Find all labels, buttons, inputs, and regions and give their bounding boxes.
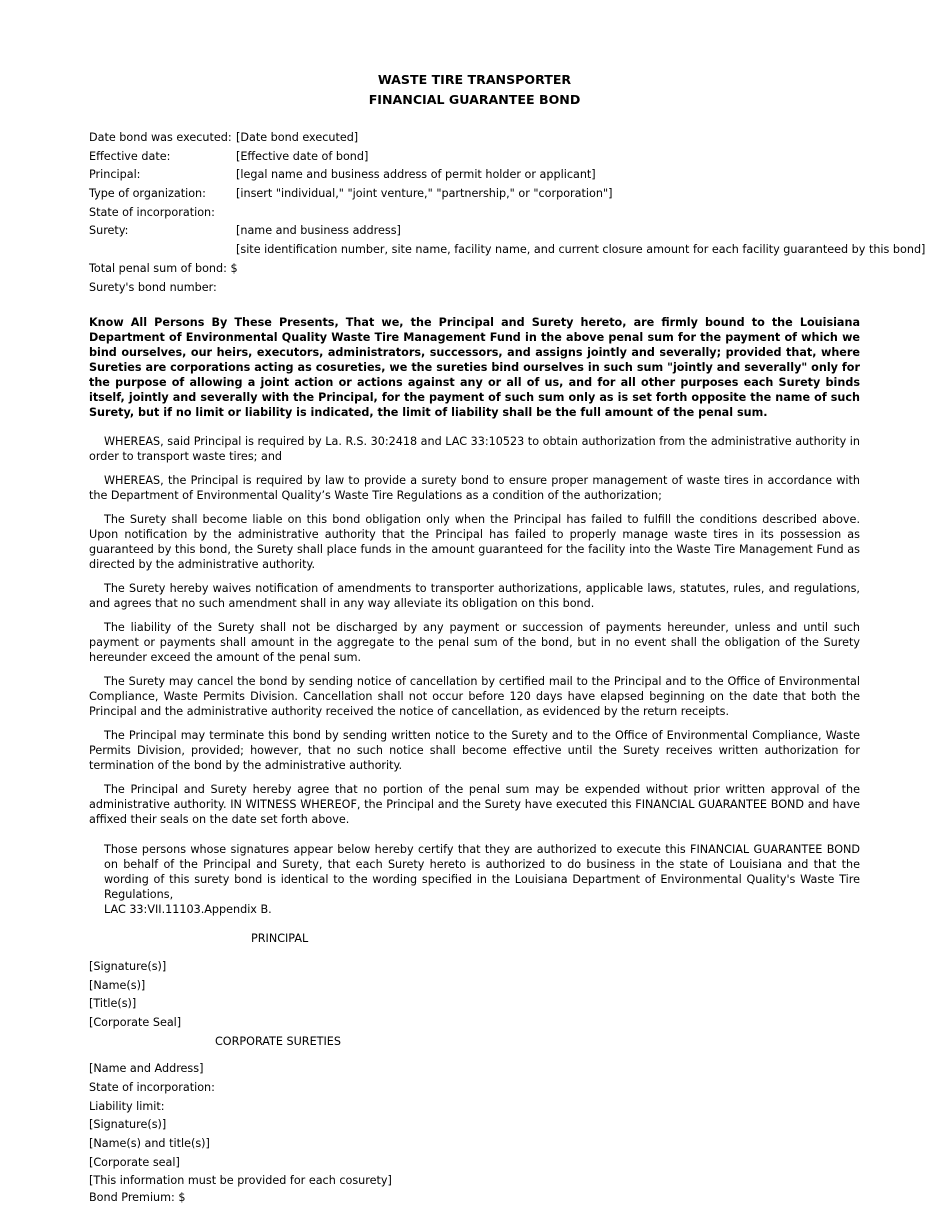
surety-liability-limit-line: Liability limit:: [89, 1099, 165, 1113]
field-organization-type: [89, 185, 860, 204]
certification-last-line: LAC 33:VII.11103.Appendix B.: [104, 903, 272, 917]
surety-state-line: State of incorporation:: [89, 1081, 215, 1094]
liability-discharge-paragraph: The liability of the Surety shall not be discharged by any payment or succession of payments hereunder, unless and until such payment or payments shall amount in the aggregate to the penal sum of the bond, but in no event shall the obligation of the Surety hereunder exceed the amount of the penal sum.: [89, 621, 860, 665]
field-label: Principal:: [89, 168, 141, 182]
field-label: Surety:: [89, 224, 129, 238]
waiver-paragraph: The Surety hereby waives notification of amendments to transporter authorizations, applicable laws, statutes, rules, and regulations, and agrees that no such amendment shall in any way alleviate its obligation on this bond.: [89, 582, 860, 611]
cancellation-paragraph: The Surety may cancel the bond by sending notice of cancellation by certified mail to the Principal and to the Office of Environmental Compliance, Waste Permits Division. Cancellation shall not occur before 120 days have elapsed beginning on the date that both the Principal and the administrative authority received the notice of cancellation, as evidenced by the return receipts.: [89, 675, 860, 719]
whereas-paragraph-2: WHEREAS, the Principal is required by law to provide a surety bond to ensure proper management of waste tires in accordance with the Department of Environmental Quality’s Waste Tire Regulations as a condition of the authorization;: [89, 474, 860, 503]
field-value: [name and business address]: [236, 224, 401, 238]
document-title: [89, 70, 860, 110]
sureties-heading: CORPORATE SURETIES: [215, 1034, 341, 1048]
surety-name-title-line: [Name(s) and title(s)]: [89, 1137, 210, 1151]
surety-name-address-line: [Name and Address]: [89, 1062, 204, 1076]
bond-fields: [89, 129, 926, 297]
field-value: [221, 279, 860, 298]
title-line-1: WASTE TIRE TRANSPORTER: [377, 72, 572, 87]
surety-signature-line: [Signature(s)]: [89, 1118, 167, 1132]
field-effective-date: [89, 148, 860, 167]
principal-heading: PRINCIPAL: [251, 932, 309, 946]
field-value: [legal name and business address of permit holder or applicant]: [236, 168, 596, 182]
whereas-paragraph-1: WHEREAS, said Principal is required by La. R.S. 30:2418 and LAC 33:10523 to obtain authorization from the administrative authority in order to transport waste tires; and: [89, 435, 860, 464]
field-value: [Date bond executed]: [236, 131, 359, 144]
field-state-of-incorporation: [89, 204, 860, 223]
field-label: Type of organization:: [89, 187, 206, 201]
intro-paragraph: Know All Persons By These Presents, That we, the Principal and Surety hereto, are firmly bound to the Louisiana Department of Environmental Quality Waste Tire Management Fund in the above penal sum for the payment of which we bind ourselves, our heirs, executors, administrators, successors, and assigns jointly and severally; provided that, where Sureties are corporations acting as cosureties, we the sureties bind ourselves in such sum "jointly and severally" only for the purpose of allowing a joint action or actions against any or all of us, and for all other purposes each Surety binds itself, jointly and severally with the Principal, for the payment of such sum only as is set forth opposite the name of such Surety, but if no limit or liability is indicated, the limit of liability shall be the full amount of the penal sum.: [89, 316, 860, 420]
title-line-2: FINANCIAL GUARANTEE BOND: [368, 92, 581, 107]
field-value: [Effective date of bond]: [236, 149, 369, 163]
field-label: Date bond was executed:: [89, 131, 232, 144]
field-principal: [89, 166, 860, 185]
termination-paragraph: The Principal may terminate this bond by sending written notice to the Surety and to the Office of Environmental Compliance, Waste Permits Division, provided; however, that no such notice shall become effective until the Surety receives written authorization for termination of the bond by the administrative authority.: [89, 729, 860, 773]
principal-seal-line: [Corporate Seal]: [89, 1015, 182, 1029]
field-label: State of incorporation:: [89, 205, 215, 219]
field-value: [242, 260, 860, 279]
principal-title-line: [Title(s)]: [89, 997, 137, 1011]
field-label: [89, 241, 236, 260]
field-surety: [89, 222, 860, 241]
field-value: [insert "individual," "joint venture," "partnership," or "corporation"]: [236, 187, 613, 201]
field-value: [site identification number, site name, facility name, and current closure amount for each facility guaranteed by this bond]: [236, 243, 926, 257]
cosurety-note: [This information must be provided for each cosurety]: [89, 1174, 392, 1188]
field-date-executed: [89, 129, 860, 148]
bond-document: [89, 70, 926, 1205]
principal-signature-line: [Signature(s)]: [89, 959, 167, 973]
principal-signature-block: [89, 958, 860, 1033]
witness-paragraph: The Principal and Surety hereby agree that no portion of the penal sum may be expended without prior written approval of the administrative authority. IN WITNESS WHEREOF, the Principal and the Surety have executed this FINANCIAL GUARANTEE BOND and have affixed their seals on the date set forth above.: [89, 783, 860, 827]
field-value: [236, 204, 860, 223]
certification-block: [89, 842, 860, 917]
field-total-penal-sum: [89, 260, 860, 279]
field-label: Total penal sum of bond: $: [89, 261, 238, 275]
surety-liability-paragraph: The Surety shall become liable on this bond obligation only when the Principal has failed to fulfill the conditions described above. Upon notification by the administrative authority that the Principal has failed to properly manage waste tires in its possession as guaranteed by this bond, the Surety shall place funds in the amount guaranteed for the facility into the Waste Tire Management Fund as directed by the administrative authority.: [89, 513, 860, 572]
sureties-signature-block: [89, 1060, 860, 1204]
field-label: Effective date:: [89, 149, 171, 163]
bond-premium-line: Bond Premium: $: [89, 1191, 186, 1205]
field-surety-bond-number: [89, 279, 860, 298]
field-label: Surety's bond number:: [89, 280, 217, 294]
certification-text: Those persons whose signatures appear below hereby certify that they are authorized to execute this FINANCIAL GUARANTEE BOND on behalf of the Principal and Surety, that each Surety hereto is authorized to do business in the state of Louisiana and that the wording of this surety bond is identical to the wording specified in the Louisiana Department of Environmental Quality's Waste Tire Regulations,: [104, 843, 860, 902]
surety-seal-line: [Corporate seal]: [89, 1155, 180, 1169]
principal-name-line: [Name(s)]: [89, 978, 146, 992]
field-site-identification: [89, 241, 926, 260]
